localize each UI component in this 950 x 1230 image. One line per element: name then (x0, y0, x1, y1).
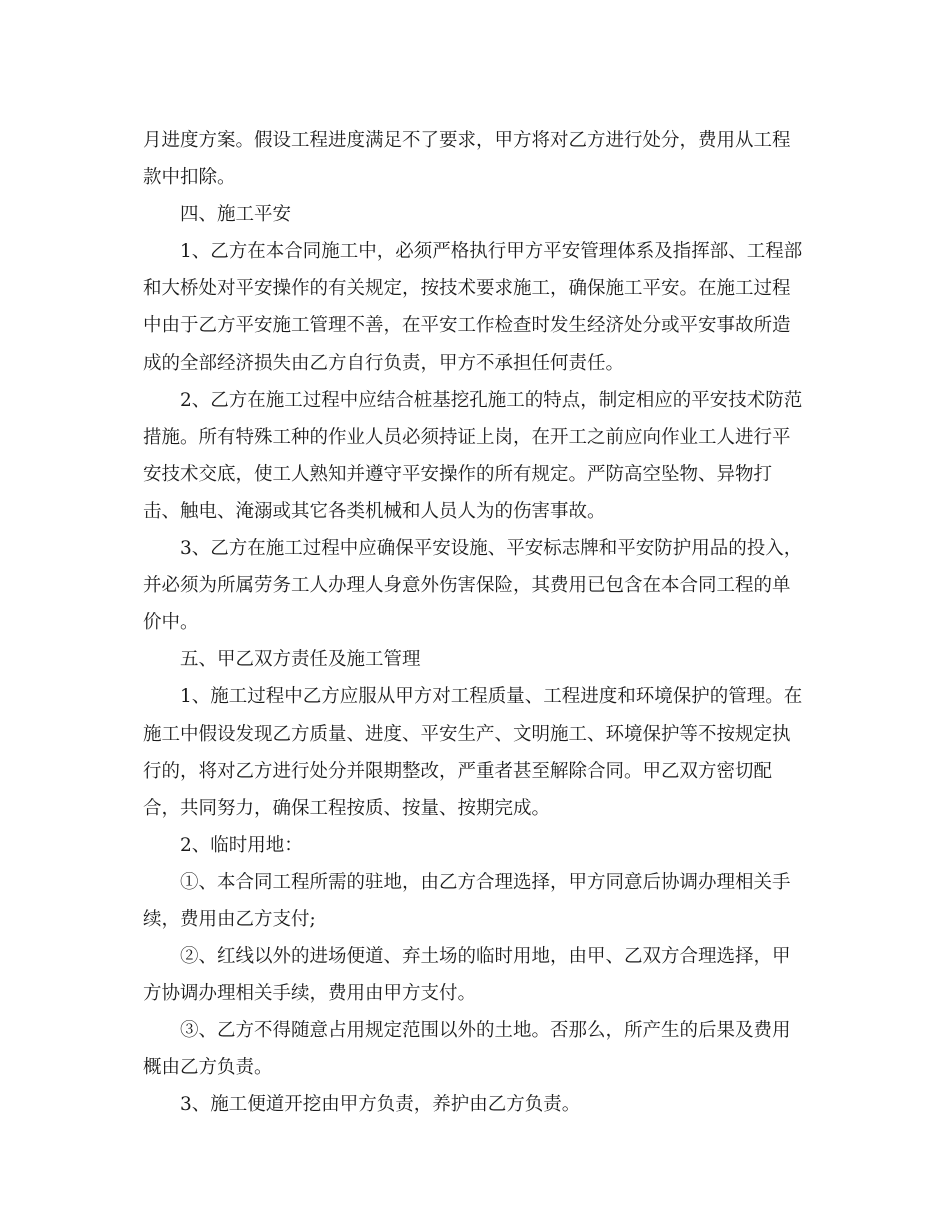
text-line: 安技术交底，使工人熟知并遵守平安操作的所有规定。严防高空坠物、异物打 (143, 463, 773, 485)
paragraph-5-2-c (143, 1012, 808, 1086)
text-line: 行的，将对乙方进行处分并限期整改，严重者甚至解除合同。甲乙双方密切配 (143, 760, 773, 782)
paragraph-5-1 (143, 678, 808, 826)
text-line: 和大桥处对平安操作的有关规定，按技术要求施工，确保施工平安。在施工过程 (143, 278, 791, 300)
paragraph-5-2-b (143, 938, 808, 1012)
document-body (143, 122, 808, 1124)
heading-text: 四、施工平安 (180, 204, 292, 226)
text-line: 款中扣除。 (143, 167, 236, 189)
paragraph-4-1 (143, 233, 808, 381)
paragraph-4-2 (143, 382, 808, 530)
text-line: ②、红线以外的进场便道、弃土场的临时用地，由甲、乙双方合理选择，甲 (180, 946, 791, 968)
text-line: 2、乙方在施工过程中应结合桩基挖孔施工的特点，制定相应的平安技术防范 (180, 389, 803, 411)
text-line: ①、本合同工程所需的驻地，由乙方合理选择，甲方同意后协调办理相关手 (180, 871, 791, 893)
text-line: 3、施工便道开挖由甲方负责，养护由乙方负责。 (180, 1094, 581, 1116)
text-line: 续，费用由乙方支付; (143, 908, 316, 930)
section-heading-5 (143, 641, 808, 678)
heading-text: 五、甲乙双方责任及施工管理 (180, 649, 421, 671)
text-line: 2、临时用地： (180, 834, 303, 856)
text-line: 3、乙方在施工过程中应确保平安设施、平安标志牌和平安防护用品的投入， (180, 538, 803, 560)
text-line: 月进度方案。假设工程进度满足不了要求，甲方将对乙方进行处分，费用从工程 (143, 130, 791, 151)
paragraph-schedule-tail (143, 122, 808, 196)
text-line: 成的全部经济损失由乙方自行负责，甲方不承担任何责任。 (143, 352, 625, 374)
text-line: ③、乙方不得随意占用规定范围以外的土地。否那么，所产生的后果及费用 (180, 1020, 791, 1042)
text-line: 价中。 (143, 612, 199, 634)
paragraph-4-3 (143, 530, 808, 641)
text-line: 概由乙方负责。 (143, 1057, 273, 1079)
text-line: 并必须为所属劳务工人办理人身意外伤害保险，其费用已包含在本合同工程的单 (143, 575, 791, 597)
text-line: 合，共同努力，确保工程按质、按量、按期完成。 (143, 797, 551, 819)
text-line: 1、乙方在本合同施工中，必须严格执行甲方平安管理体系及指挥部、工程部 (180, 241, 803, 263)
text-line: 施工中假设发现乙方质量、进度、平安生产、文明施工、环境保护等不按规定执 (143, 723, 791, 745)
section-heading-4 (143, 196, 808, 233)
paragraph-5-2-a (143, 864, 808, 938)
text-line: 击、触电、淹溺或其它各类机械和人员人为的伤害事故。 (143, 500, 606, 522)
text-line: 1、施工过程中乙方应服从甲方对工程质量、工程进度和环境保护的管理。在 (180, 686, 803, 708)
text-line: 方协调办理相关手续，费用由甲方支付。 (143, 983, 477, 1005)
text-line: 措施。所有特殊工种的作业人员必须持证上岗，在开工之前应向作业工人进行平 (143, 426, 791, 448)
text-line: 中由于乙方平安施工管理不善，在平安工作检查时发生经济处分或平安事故所造 (143, 315, 791, 337)
paragraph-5-3 (143, 1086, 808, 1123)
paragraph-5-2 (143, 827, 808, 864)
